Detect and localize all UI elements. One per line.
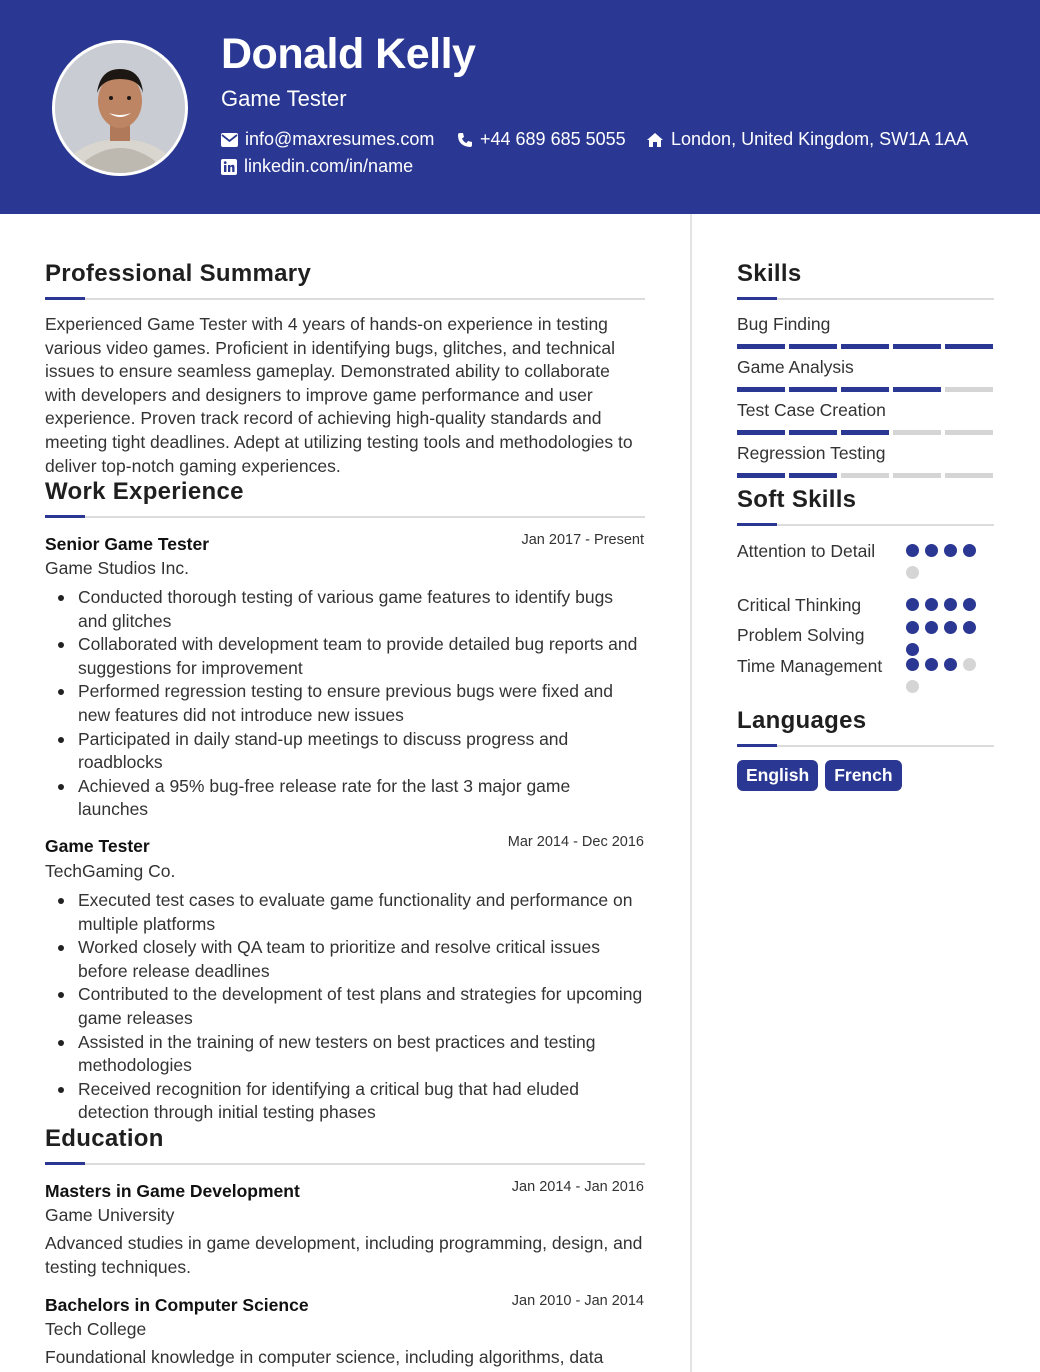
rating-dot <box>963 544 976 557</box>
skill-level-segment <box>737 430 785 435</box>
list-item: Participated in daily stand-up meetings to discuss progress and roadblocks <box>45 728 645 775</box>
list-item: Performed regression testing to ensure previous bugs were fixed and new features did not introduce new issues <box>45 680 645 727</box>
contact-phone[interactable] <box>457 129 626 150</box>
rating-dot <box>906 658 919 671</box>
summary-text: Experienced Game Tester with 4 years of hands-on experience in testing various video games. Proficient in identifying bugs, glitches, and technical issues to ensure seamless gameplay. Demonstrated ability to collaborate with developers and designers to improve game performance and user experience. Proven track record of achieving high-quality standards and meeting tight deadlines. Adept at utilizing testing tools and methodologies to deliver top-notch gaming experiences. <box>45 314 633 476</box>
linkedin-icon <box>221 159 237 175</box>
skill-level-segment <box>841 430 889 435</box>
contact-location <box>646 129 968 150</box>
rating-dot <box>944 621 957 634</box>
summary-heading: Professional Summary <box>45 260 312 287</box>
phone-text: +44 689 685 5055 <box>480 129 626 149</box>
rating-dot <box>925 621 938 634</box>
list-item: Contributed to the development of test plans and strategies for upcoming game releases <box>45 983 645 1030</box>
rating-dot <box>906 566 919 579</box>
contact-linkedin[interactable] <box>221 156 413 177</box>
job-title: Game Tester <box>45 836 150 856</box>
summary-accent <box>45 297 85 300</box>
soft-skill-rating <box>906 658 986 693</box>
soft-skill-rating <box>906 621 986 656</box>
skill-level-segment <box>945 473 993 478</box>
job-dates: Jan 2017 - Present <box>521 532 644 548</box>
skill-level-segment <box>893 387 941 392</box>
skill-level-segment <box>893 430 941 435</box>
education-heading: Education <box>45 1125 164 1152</box>
list-item: Executed test cases to evaluate game functionality and performance on multiple platforms <box>45 889 645 936</box>
list-item: Achieved a 95% bug-free release rate for the last 3 major game launches <box>45 775 645 822</box>
language-badge: French <box>825 760 901 791</box>
list-item: Received recognition for identifying a critical bug that had eluded detection through initial testing phases <box>45 1078 645 1125</box>
skill-name: Game Analysis <box>737 357 854 377</box>
rating-dot <box>906 680 919 693</box>
candidate-name: Donald Kelly <box>221 30 476 78</box>
experience-heading: Work Experience <box>45 478 244 505</box>
job-dates: Mar 2014 - Dec 2016 <box>507 834 644 850</box>
skill-level-segment <box>789 473 837 478</box>
linkedin-text: linkedin.com/in/name <box>244 156 414 176</box>
rating-dot <box>925 544 938 557</box>
language-badge: English <box>737 760 818 791</box>
experience-rule <box>45 516 645 518</box>
soft-skill-name: Problem Solving <box>737 625 865 645</box>
rating-dot <box>906 621 919 634</box>
languages-list <box>737 760 902 791</box>
skill-level-segment <box>945 387 993 392</box>
list-item: Conducted thorough testing of various game features to identify bugs and glitches <box>45 586 645 633</box>
soft-skill-name: Critical Thinking <box>737 595 862 615</box>
skill-level-segment <box>789 430 837 435</box>
skill-level-bar <box>737 344 993 349</box>
email-text: info@maxresumes.com <box>245 129 435 149</box>
skill-level-segment <box>893 473 941 478</box>
skill-level-segment <box>789 344 837 349</box>
list-item: Assisted in the training of new testers on best practices and testing methodologies <box>45 1031 645 1078</box>
soft-skill-rating <box>906 598 986 611</box>
degree-dates: Jan 2014 - Jan 2016 <box>511 1179 644 1195</box>
skill-level-bar <box>737 430 993 435</box>
degree-description: Foundational knowledge in computer science, including algorithms, data <box>45 1347 604 1367</box>
education-accent <box>45 1162 85 1165</box>
school-name: Tech College <box>45 1319 147 1339</box>
skill-name: Regression Testing <box>737 443 886 463</box>
skill-level-segment <box>893 344 941 349</box>
degree-dates: Jan 2010 - Jan 2014 <box>511 1293 644 1309</box>
skill-level-segment <box>841 473 889 478</box>
skill-level-bar <box>737 473 993 478</box>
rating-dot <box>906 544 919 557</box>
soft-skill-name: Attention to Detail <box>737 541 876 561</box>
rating-dot <box>963 621 976 634</box>
soft-skill-rating <box>906 544 986 579</box>
phone-icon <box>457 132 473 148</box>
envelope-icon <box>221 133 238 147</box>
home-icon <box>646 132 664 148</box>
rating-dot <box>963 598 976 611</box>
job-bullets <box>45 889 645 1125</box>
rating-dot <box>925 658 938 671</box>
skill-name: Test Case Creation <box>737 400 886 420</box>
skill-level-segment <box>945 430 993 435</box>
experience-accent <box>45 515 85 518</box>
skill-name: Bug Finding <box>737 314 831 334</box>
soft-skill-name: Time Management <box>737 656 883 676</box>
degree-title: Bachelors in Computer Science <box>45 1295 309 1315</box>
skill-level-segment <box>945 344 993 349</box>
degree-title: Masters in Game Development <box>45 1181 300 1201</box>
job-company: TechGaming Co. <box>45 861 176 881</box>
soft-skills-heading: Soft Skills <box>737 486 857 513</box>
job-bullets <box>45 586 645 822</box>
rating-dot <box>925 598 938 611</box>
soft-skills-accent <box>737 523 777 526</box>
rating-dot <box>906 643 919 656</box>
list-item: Collaborated with development team to provide detailed bug reports and suggestions for improvement <box>45 633 645 680</box>
skill-level-segment <box>789 387 837 392</box>
skills-heading: Skills <box>737 260 802 287</box>
skill-level-segment <box>737 473 785 478</box>
resume-header <box>0 0 1040 214</box>
candidate-role: Game Tester <box>221 86 347 111</box>
rating-dot <box>963 658 976 671</box>
skill-level-segment <box>737 344 785 349</box>
summary-rule <box>45 298 645 300</box>
profile-photo <box>52 40 188 176</box>
column-divider <box>690 214 692 1372</box>
languages-accent <box>737 744 777 747</box>
school-name: Game University <box>45 1205 175 1225</box>
skill-level-segment <box>841 387 889 392</box>
job-company: Game Studios Inc. <box>45 558 189 578</box>
rating-dot <box>944 658 957 671</box>
contact-email[interactable] <box>221 129 434 150</box>
education-rule <box>45 1163 645 1165</box>
skill-level-segment <box>737 387 785 392</box>
rating-dot <box>944 544 957 557</box>
languages-heading: Languages <box>737 707 867 734</box>
rating-dot <box>906 598 919 611</box>
skills-accent <box>737 297 777 300</box>
degree-description: Advanced studies in game development, including programming, design, and testing techniques. <box>45 1233 643 1277</box>
location-text: London, United Kingdom, SW1A 1AA <box>671 129 969 149</box>
skill-level-segment <box>841 344 889 349</box>
skill-level-bar <box>737 387 993 392</box>
job-title: Senior Game Tester <box>45 534 210 554</box>
rating-dot <box>944 598 957 611</box>
list-item: Worked closely with QA team to prioritize and resolve critical issues before release deadlines <box>45 936 645 983</box>
